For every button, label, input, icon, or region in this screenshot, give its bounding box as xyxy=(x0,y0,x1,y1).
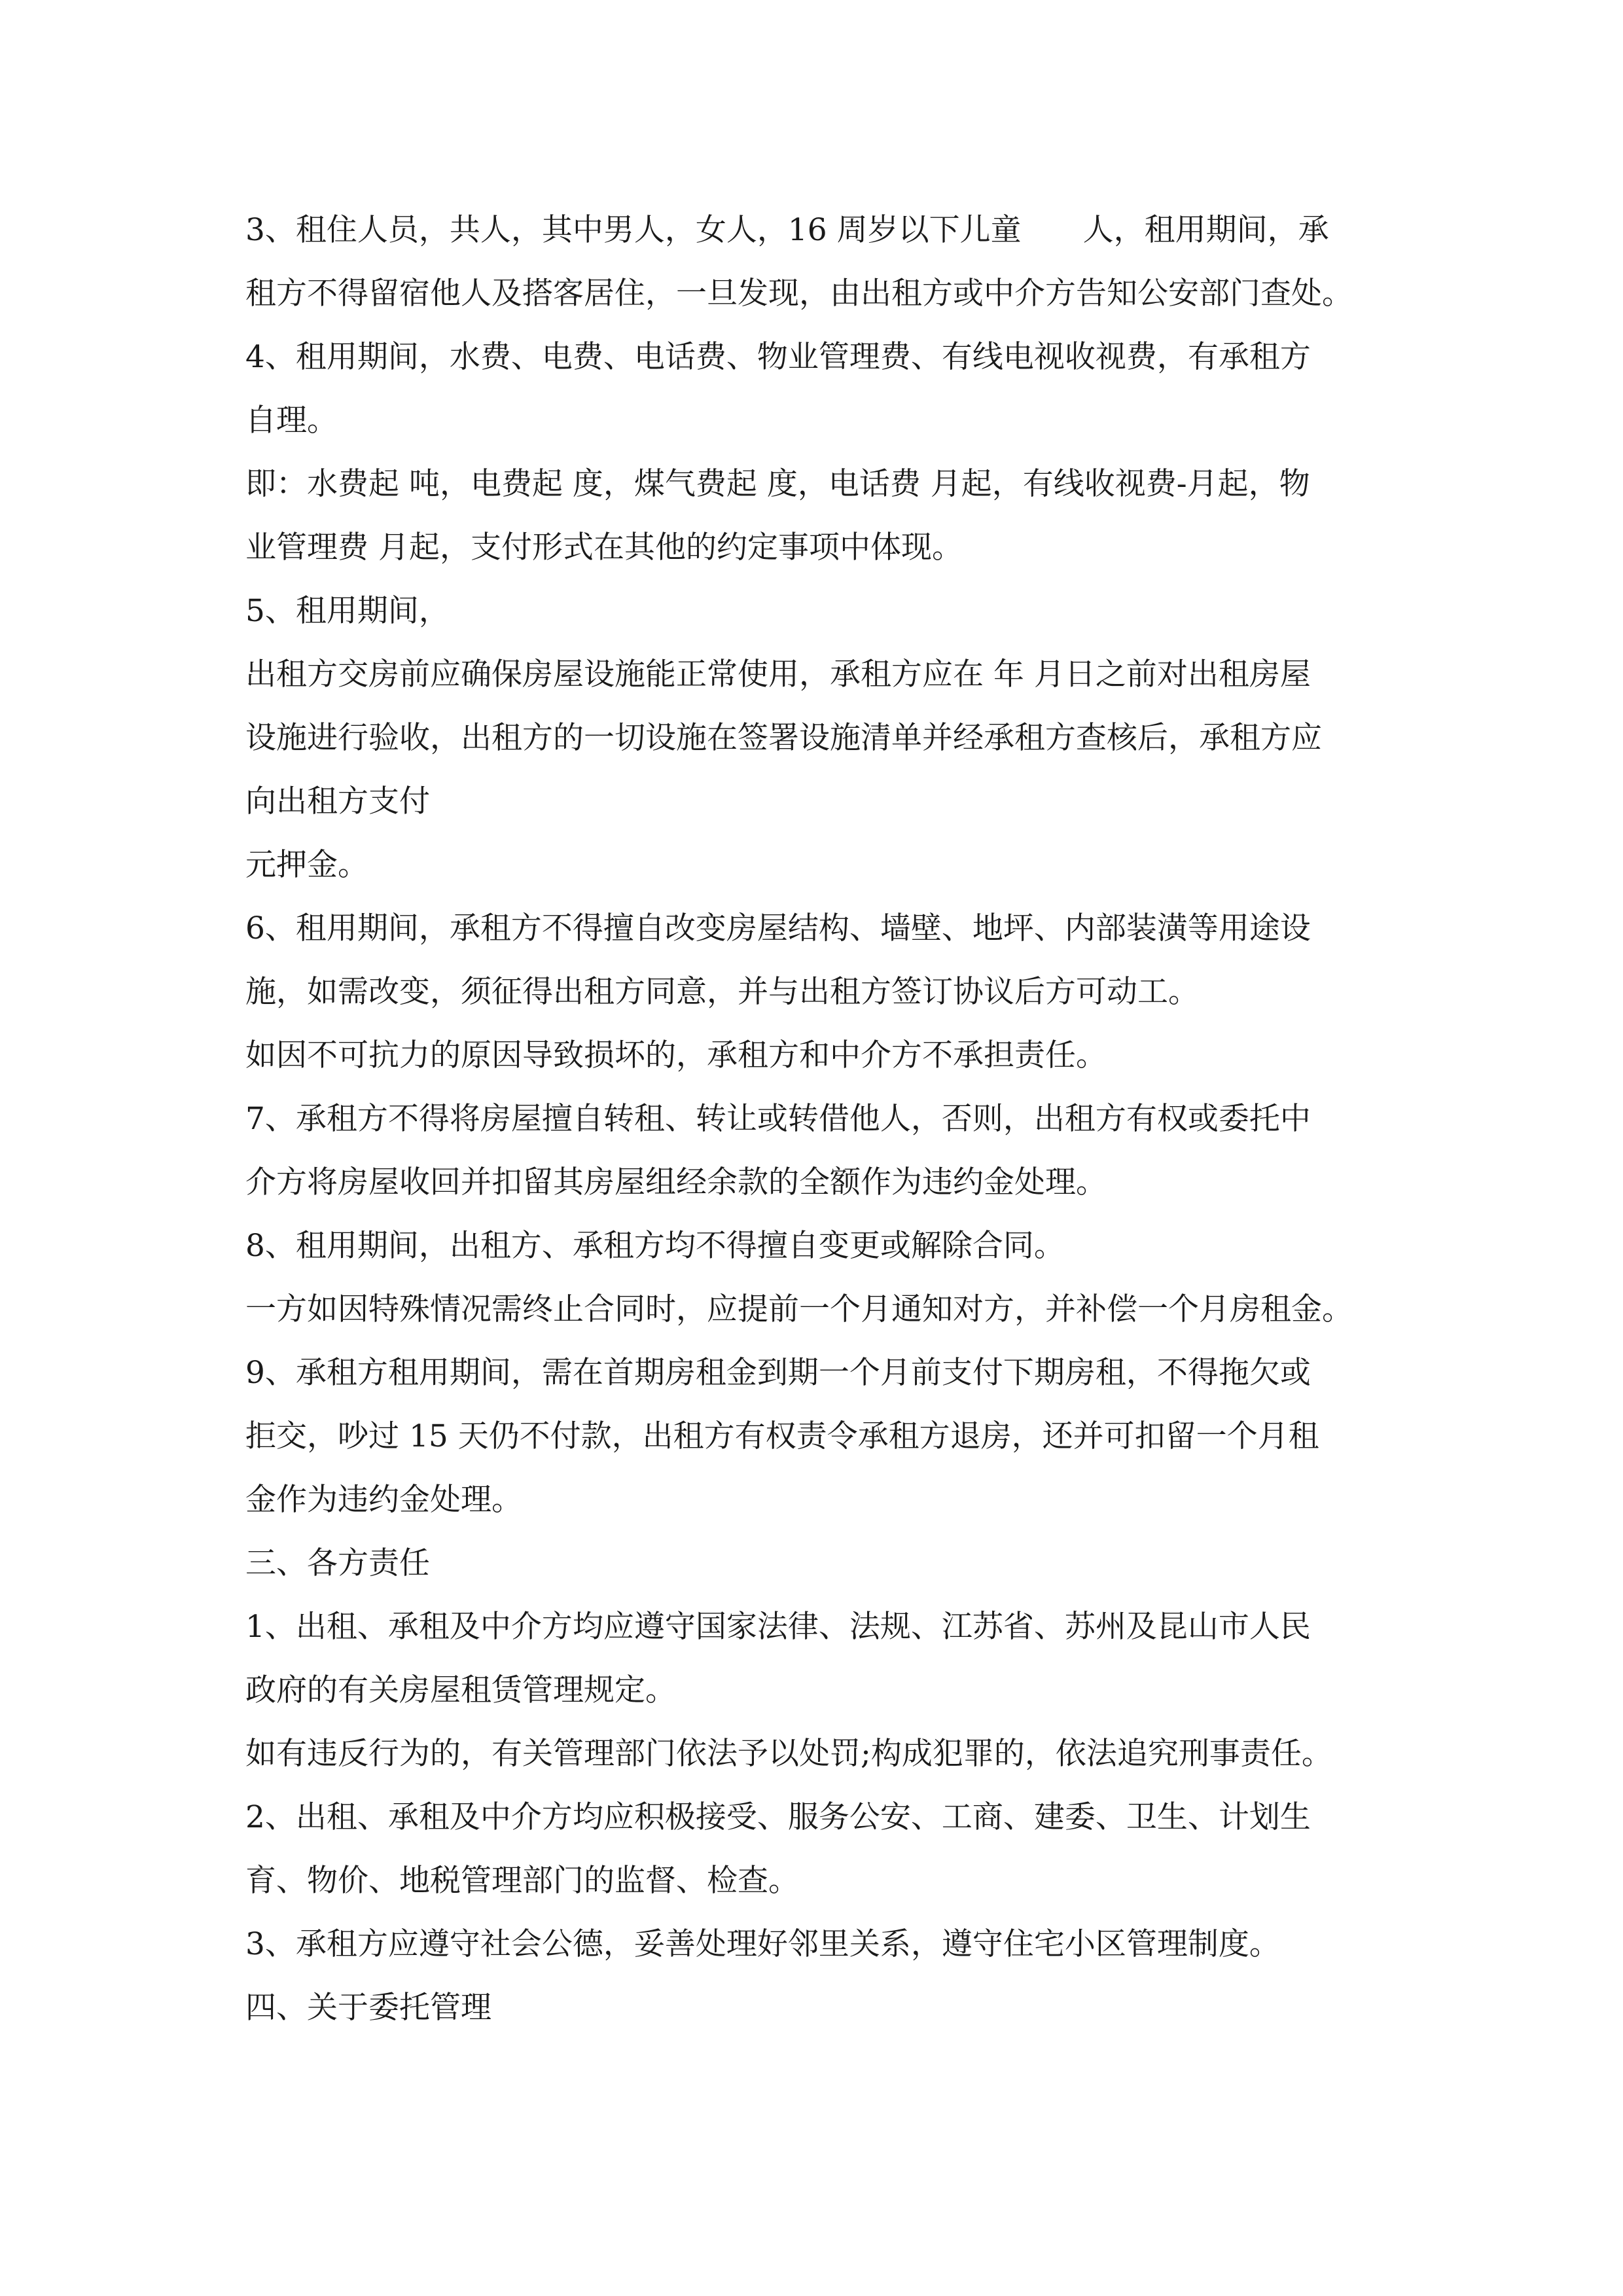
text-line: 拒交，吵过 15 天仍不付款，出租方有权责令承租方退房，还并可扣留一个月租 xyxy=(245,1418,1319,1454)
text-line: 育、物价、地税管理部门的监督、检查。 xyxy=(245,1863,799,1899)
text-line: 9、承租方租用期间，需在首期房租金到期一个月前支付下期房租，不得拖欠或 xyxy=(245,1355,1311,1391)
text-line: 1、出租、承租及中介方均应遵守国家法律、法规、江苏省、苏州及昆山市人民 xyxy=(245,1609,1311,1645)
text-line: 向出租方支付 xyxy=(245,783,430,819)
text-line: 7、承租方不得将房屋擅自转租、转让或转借他人，否则，出租方有权或委托中 xyxy=(245,1101,1311,1137)
text-line: 如有违反行为的，有关管理部门依法予以处罚;构成犯罪的，依法追究刑事责任。 xyxy=(245,1736,1332,1772)
text-line: 施，如需改变，须征得出租方同意，并与出租方签订协议后方可动工。 xyxy=(245,974,1199,1010)
text-line: 如因不可抗力的原因导致损坏的，承租方和中介方不承担责任。 xyxy=(245,1037,1107,1073)
section-heading: 三、各方责任 xyxy=(245,1545,430,1581)
text-line: 2、出租、承租及中介方均应积极接受、服务公安、工商、建委、卫生、计划生 xyxy=(245,1799,1311,1835)
text-line: 5、租用期间， xyxy=(245,593,450,629)
text-line: 设施进行验收，出租方的一切设施在签署设施清单并经承租方查核后，承租方应 xyxy=(245,720,1322,756)
text-line: 6、租用期间，承租方不得擅自改变房屋结构、墙壁、地坪、内部装潢等用途设 xyxy=(245,910,1311,946)
text-line: 自理。 xyxy=(245,403,338,439)
text-line: 介方将房屋收回并扣留其房屋组经余款的全额作为违约金处理。 xyxy=(245,1164,1107,1200)
section-heading: 四、关于委托管理 xyxy=(245,1990,491,2026)
text-line: 政府的有关房屋租赁管理规定。 xyxy=(245,1672,676,1708)
text-line: 租方不得留宿他人及搭客居住，一旦发现，由出租方或中介方告知公安部门查处。 xyxy=(245,276,1353,312)
text-line: 3、租住人员，共人，其中男人，女人，16 周岁以下儿童 人，租用期间，承 xyxy=(245,212,1329,248)
text-line: 元押金。 xyxy=(245,847,368,883)
text-line: 3、承租方应遵守社会公德，妥善处理好邻里关系，遵守住宅小区管理制度。 xyxy=(245,1926,1280,1962)
text-line: 即：水费起 吨，电费起 度，煤气费起 度，电话费 月起，有线收视费-月起，物 xyxy=(245,466,1310,502)
text-line: 出租方交房前应确保房屋设施能正常使用，承租方应在 年 月日之前对出租房屋 xyxy=(245,656,1311,692)
text-line: 4、租用期间，水费、电费、电话费、物业管理费、有线电视收视费，有承租方 xyxy=(245,339,1311,375)
text-line: 一方如因特殊情况需终止合同时，应提前一个月通知对方，并补偿一个月房租金。 xyxy=(245,1291,1353,1327)
text-line: 业管理费 月起，支付形式在其他的约定事项中体现。 xyxy=(245,529,963,565)
text-line: 金作为违约金处理。 xyxy=(245,1482,522,1518)
text-line: 8、租用期间，出租方、承租方均不得擅自变更或解除合同。 xyxy=(245,1228,1065,1264)
